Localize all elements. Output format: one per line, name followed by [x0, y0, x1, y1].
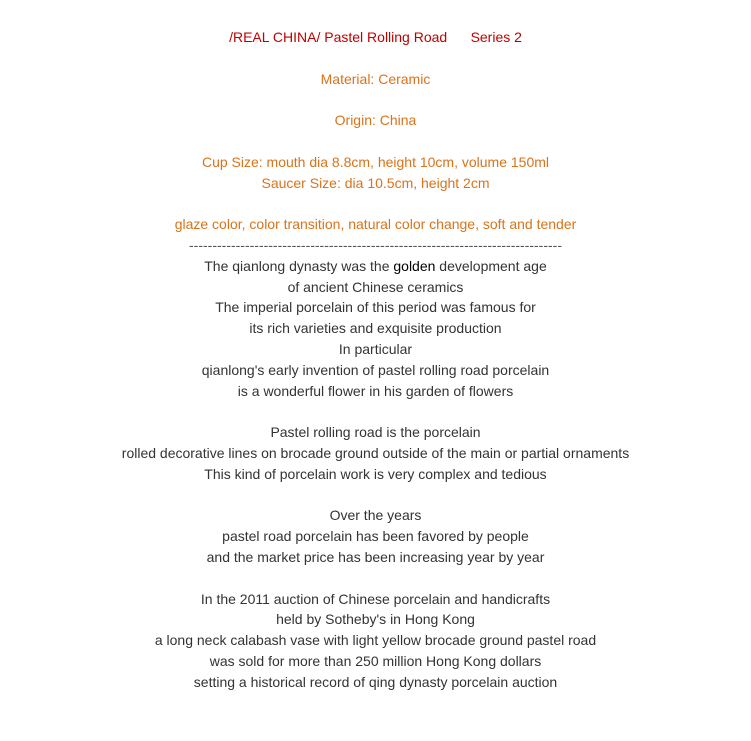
history-text-after: development age [435, 257, 547, 274]
auction-line: setting a historical record of qing dynasty porcelain auction [193, 673, 558, 690]
saucer-size-spec: Saucer Size: dia 10.5cm, height 2cm [261, 174, 490, 191]
history-line [0, 256, 751, 277]
divider-line: -------------------------------------------------------------------------------- [189, 236, 562, 253]
auction-line: In the 2011 auction of Chinese porcelain and handicrafts [200, 590, 551, 607]
product-description [0, 27, 751, 693]
history-line: In particular [338, 340, 413, 357]
product-title: /REAL CHINA/ Pastel Rolling Road [229, 29, 448, 45]
auction-line: held by Sotheby's in Hong Kong [276, 611, 475, 628]
spacer [0, 48, 751, 69]
history-line: The imperial porcelain of this period was famous for [215, 299, 536, 316]
spacer [0, 89, 751, 110]
spacer [0, 131, 751, 152]
cup-size-spec: Cup Size: mouth dia 8.8cm, height 10cm, volume 150ml [201, 153, 550, 170]
history-text-before: The qianlong dynasty was the [204, 257, 394, 274]
spacer [0, 401, 751, 422]
spacer [0, 568, 751, 589]
history-line: of ancient Chinese ceramics [287, 278, 464, 295]
auction-line: was sold for more than 250 million Hong Kong dollars [209, 652, 542, 669]
market-line: Over the years [329, 507, 422, 524]
technique-line: rolled decorative lines on brocade ground outside of the main or partial ornaments [121, 444, 630, 461]
glaze-spec: glaze color, color transition, natural color change, soft and tender [174, 216, 577, 233]
series-label: Series 2 [470, 29, 522, 45]
history-line: qianlong's early invention of pastel rolling road porcelain [201, 361, 550, 378]
history-line: its rich varieties and exquisite production [249, 320, 502, 337]
spacer [0, 193, 751, 214]
history-line: is a wonderful flower in his garden of flowers [237, 382, 514, 399]
material-spec: Material: Ceramic [320, 70, 431, 87]
technique-line: Pastel rolling road is the porcelain [270, 424, 481, 441]
auction-line: a long neck calabash vase with light yellow brocade ground pastel road [154, 632, 597, 649]
market-line: pastel road porcelain has been favored by people [222, 528, 529, 545]
origin-spec: Origin: China [334, 112, 417, 129]
market-line: and the market price has been increasing year by year [206, 548, 545, 565]
product-title-line [0, 27, 751, 48]
spacer [0, 485, 751, 506]
technique-line: This kind of porcelain work is very complex and tedious [204, 465, 547, 482]
golden-highlight: golden [393, 257, 436, 274]
